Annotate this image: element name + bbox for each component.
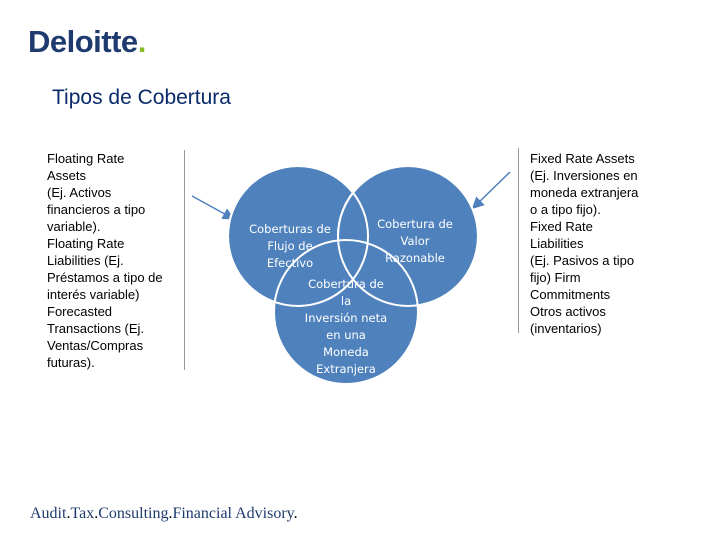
circle-text: la xyxy=(340,294,352,308)
slide-title: Tipos de Cobertura xyxy=(52,86,231,109)
circle-text: Cobertura de xyxy=(308,277,384,291)
circle-text: Moneda xyxy=(323,345,369,359)
footer-separator: . xyxy=(94,505,99,522)
left-line: Ventas/Compras xyxy=(47,338,144,353)
left-line: Forecasted xyxy=(47,304,113,319)
logo-text: Deloitte xyxy=(28,24,138,59)
footer-item: Audit xyxy=(30,505,67,522)
right-line: (Ej. Inversiones en xyxy=(530,168,638,183)
footer-item: Financial Advisory xyxy=(172,505,294,522)
footer-separator: . xyxy=(168,505,173,522)
logo-dot: . xyxy=(137,24,146,59)
circle-text: Coberturas de xyxy=(249,222,331,236)
left-line: Transactions (Ej. xyxy=(47,321,145,336)
circle-text: Razonable xyxy=(385,251,445,265)
left-line: Floating Rate xyxy=(47,236,125,251)
right-line: fijo) Firm xyxy=(530,270,581,285)
right-arrow xyxy=(474,172,510,207)
left-line: futuras). xyxy=(47,355,95,370)
footer-tagline xyxy=(30,505,298,523)
left-line: variable). xyxy=(47,219,101,234)
label-flujo-efectivo xyxy=(240,221,340,272)
left-line: (Ej. Activos xyxy=(47,185,112,200)
left-line: Floating Rate xyxy=(47,151,125,166)
circle-text: Cobertura de xyxy=(377,217,453,231)
left-line: Préstamos a tipo de xyxy=(47,270,163,285)
label-inversion-neta xyxy=(296,276,396,378)
left-line: Assets xyxy=(47,168,87,183)
circle-text: Valor xyxy=(400,234,430,248)
left-line: Liabilities (Ej. xyxy=(47,253,124,268)
right-line: Liabilities xyxy=(530,236,584,251)
circle-text: Flujo de xyxy=(267,239,313,253)
footer-item: Tax xyxy=(70,505,95,522)
footer-separator: . xyxy=(66,505,71,522)
circle-text: Efectivo xyxy=(266,256,314,270)
right-line: Fixed Rate Assets xyxy=(530,151,635,166)
right-line: Otros activos xyxy=(530,304,606,319)
footer-separator: . xyxy=(293,505,298,522)
right-line: o a tipo fijo). xyxy=(530,202,601,217)
right-line: (Ej. Pasivos a tipo xyxy=(530,253,635,268)
right-line: moneda extranjera xyxy=(530,185,639,200)
left-arrow xyxy=(192,196,232,218)
left-line: financieros a tipo xyxy=(47,202,146,217)
label-valor-razonable xyxy=(365,216,465,267)
left-line: interés variable) xyxy=(47,287,140,302)
right-line: Fixed Rate xyxy=(530,219,593,234)
circle-text: en una xyxy=(326,328,366,342)
circle-text: Extranjera xyxy=(316,362,376,376)
footer-item: Consulting xyxy=(98,505,169,522)
right-line: (inventarios) xyxy=(530,321,602,336)
circle-text: Inversión neta xyxy=(304,311,388,325)
right-line: Commitments xyxy=(530,287,611,302)
